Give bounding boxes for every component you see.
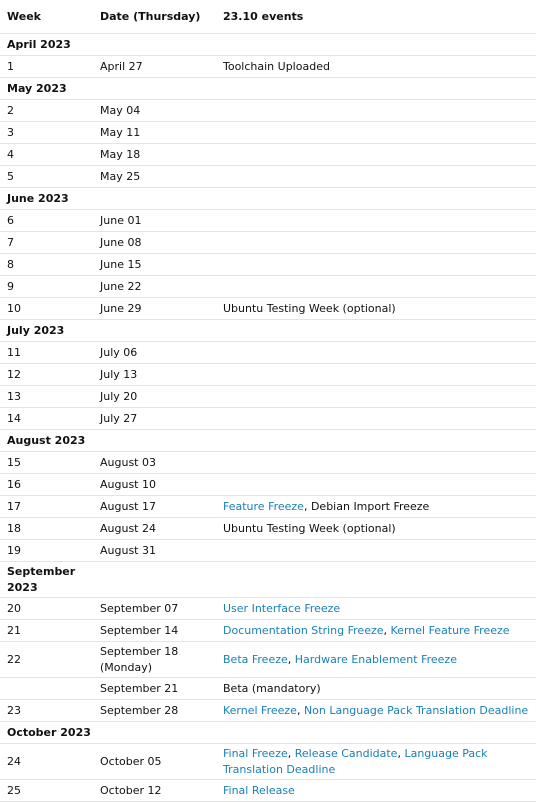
table-row — [0, 598, 536, 620]
event-separator: , — [397, 746, 405, 760]
table-row — [0, 166, 536, 188]
table-row — [0, 408, 536, 430]
events-cell — [216, 232, 536, 254]
events-cell — [216, 276, 536, 298]
table-row — [0, 342, 536, 364]
events-cell — [216, 780, 536, 802]
week-cell: 12 — [0, 364, 93, 386]
table-row — [0, 122, 536, 144]
week-cell: 21 — [0, 620, 93, 642]
event-text: Ubuntu Testing Week (optional) — [223, 521, 396, 535]
week-cell: 6 — [0, 210, 93, 232]
date-cell: August 31 — [93, 540, 216, 562]
table-row — [0, 254, 536, 276]
events-cell — [216, 386, 536, 408]
event-link[interactable]: Kernel Feature Freeze — [390, 623, 510, 637]
week-cell: 24 — [0, 744, 93, 780]
table-row — [0, 386, 536, 408]
table-row — [0, 678, 536, 700]
date-cell: May 11 — [93, 122, 216, 144]
date-cell: May 25 — [93, 166, 216, 188]
week-cell: 13 — [0, 386, 93, 408]
month-row — [0, 188, 536, 210]
week-cell: 22 — [0, 642, 93, 678]
week-cell: 14 — [0, 408, 93, 430]
event-separator: , — [303, 499, 311, 513]
table-row — [0, 56, 536, 78]
week-cell: 11 — [0, 342, 93, 364]
event-separator: , — [296, 703, 304, 717]
date-cell: June 15 — [93, 254, 216, 276]
event-text: Debian Import Freeze — [310, 499, 430, 513]
week-cell: 20 — [0, 598, 93, 620]
events-cell — [216, 166, 536, 188]
date-cell: September 07 — [93, 598, 216, 620]
week-cell: 9 — [0, 276, 93, 298]
week-column-header: Week — [0, 0, 93, 34]
table-row — [0, 100, 536, 122]
events-cell — [216, 678, 536, 700]
events-cell — [216, 620, 536, 642]
date-cell: June 22 — [93, 276, 216, 298]
events-cell — [216, 518, 536, 540]
date-cell: April 27 — [93, 56, 216, 78]
events-cell — [216, 540, 536, 562]
table-row — [0, 144, 536, 166]
table-row — [0, 744, 536, 780]
table-row — [0, 474, 536, 496]
date-cell: July 27 — [93, 408, 216, 430]
events-cell — [216, 642, 536, 678]
event-link[interactable]: Non Language Pack Translation Deadline — [303, 703, 529, 717]
date-cell: August 24 — [93, 518, 216, 540]
date-cell: May 04 — [93, 100, 216, 122]
events-cell — [216, 210, 536, 232]
date-cell: September 18 (Monday) — [93, 642, 216, 678]
date-cell: June 29 — [93, 298, 216, 320]
date-cell: June 01 — [93, 210, 216, 232]
week-cell: 3 — [0, 122, 93, 144]
week-cell: 2 — [0, 100, 93, 122]
events-cell — [216, 342, 536, 364]
month-label: May 2023 — [0, 78, 536, 100]
event-link[interactable]: Documentation String Freeze — [223, 623, 384, 637]
table-row — [0, 620, 536, 642]
events-cell — [216, 496, 536, 518]
month-row — [0, 430, 536, 452]
events-cell — [216, 364, 536, 386]
month-label: June 2023 — [0, 188, 536, 210]
month-row — [0, 320, 536, 342]
table-row — [0, 298, 536, 320]
week-cell: 16 — [0, 474, 93, 496]
week-cell: 1 — [0, 56, 93, 78]
event-link[interactable]: User Interface Freeze — [223, 601, 341, 615]
table-row — [0, 780, 536, 802]
week-cell: 19 — [0, 540, 93, 562]
events-cell — [216, 144, 536, 166]
table-row — [0, 700, 536, 722]
week-cell: 7 — [0, 232, 93, 254]
table-row — [0, 496, 536, 518]
events-cell — [216, 744, 536, 780]
events-cell — [216, 100, 536, 122]
month-row — [0, 34, 536, 56]
month-row — [0, 722, 536, 744]
event-link[interactable]: Final Freeze — [223, 746, 288, 760]
month-label: April 2023 — [0, 34, 536, 56]
event-text: Beta (mandatory) — [223, 681, 321, 695]
month-label: September 2023 — [0, 562, 93, 598]
event-link[interactable]: Kernel Freeze — [223, 703, 297, 717]
event-link[interactable]: Final Release — [223, 783, 295, 797]
table-row — [0, 276, 536, 298]
date-cell: October 12 — [93, 780, 216, 802]
table-row — [0, 540, 536, 562]
table-row — [0, 364, 536, 386]
table-row — [0, 518, 536, 540]
events-cell — [216, 408, 536, 430]
week-cell: 5 — [0, 166, 93, 188]
events-column-header: 23.10 events — [216, 0, 536, 34]
date-cell: September 21 — [93, 678, 216, 700]
table-header-row — [0, 0, 536, 34]
events-cell — [216, 122, 536, 144]
date-cell: September 28 — [93, 700, 216, 722]
date-cell: August 10 — [93, 474, 216, 496]
date-cell: July 06 — [93, 342, 216, 364]
month-filler — [93, 562, 536, 598]
event-link[interactable]: Hardware Enablement Freeze — [294, 652, 457, 666]
date-cell: June 08 — [93, 232, 216, 254]
events-cell — [216, 474, 536, 496]
event-link[interactable]: Language Pack Translation Deadline — [223, 746, 488, 776]
date-cell: May 18 — [93, 144, 216, 166]
week-cell: 4 — [0, 144, 93, 166]
table-row — [0, 232, 536, 254]
month-row — [0, 562, 536, 598]
events-cell — [216, 700, 536, 722]
table-row — [0, 452, 536, 474]
event-text: Toolchain Uploaded — [223, 59, 330, 73]
month-row — [0, 78, 536, 100]
event-separator: , — [287, 746, 295, 760]
events-cell — [216, 298, 536, 320]
week-cell: 25 — [0, 780, 93, 802]
table-row — [0, 642, 536, 678]
date-cell: September 14 — [93, 620, 216, 642]
events-cell — [216, 254, 536, 276]
date-cell: August 03 — [93, 452, 216, 474]
month-label: October 2023 — [0, 722, 536, 744]
month-label: July 2023 — [0, 320, 536, 342]
event-link[interactable]: Release Candidate — [294, 746, 398, 760]
event-link[interactable]: Feature Freeze — [223, 499, 304, 513]
event-separator: , — [383, 623, 391, 637]
date-cell: August 17 — [93, 496, 216, 518]
month-label: August 2023 — [0, 430, 536, 452]
events-cell — [216, 452, 536, 474]
week-cell: 17 — [0, 496, 93, 518]
week-cell: 18 — [0, 518, 93, 540]
event-link[interactable]: Beta Freeze — [223, 652, 288, 666]
week-cell: 10 — [0, 298, 93, 320]
date-cell: July 20 — [93, 386, 216, 408]
week-cell: 15 — [0, 452, 93, 474]
event-separator: , — [287, 652, 295, 666]
date-column-header: Date (Thursday) — [93, 0, 216, 34]
events-cell — [216, 56, 536, 78]
week-cell: 8 — [0, 254, 93, 276]
week-cell — [0, 678, 93, 700]
table-body — [0, 34, 536, 802]
date-cell: July 13 — [93, 364, 216, 386]
events-cell — [216, 598, 536, 620]
date-cell: October 05 — [93, 744, 216, 780]
week-cell: 23 — [0, 700, 93, 722]
table-row — [0, 210, 536, 232]
event-text: Ubuntu Testing Week (optional) — [223, 301, 396, 315]
